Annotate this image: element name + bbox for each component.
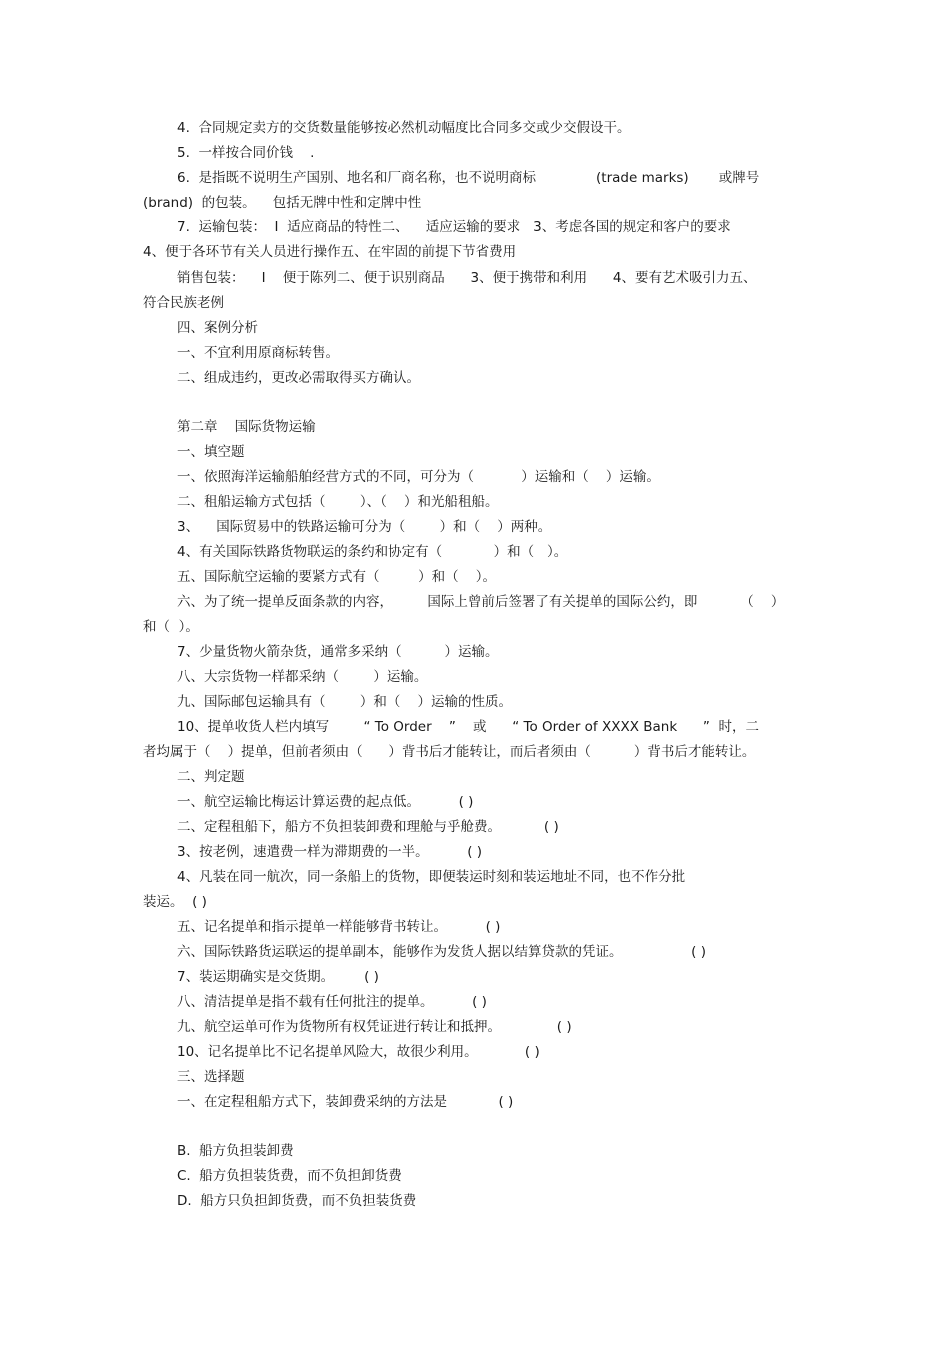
option-d: D. 船方只负担卸货费，而不负担装货费	[177, 1193, 417, 1209]
text-line: 装运。 ( )	[143, 894, 207, 910]
text-line: 3、按老例，速遣费一样为滞期费的一半。 ( )	[177, 844, 483, 860]
text-line: 10、记名提单比不记名提单风险大，故很少利用。 ( )	[177, 1044, 540, 1060]
text-line: 八、清洁提单是指不载有任何批注的提单。 ( )	[177, 994, 487, 1010]
chapter-heading: 第二章 国际货物运输	[177, 419, 316, 435]
section-heading: 三、选择题	[177, 1069, 245, 1085]
text-line: 和（ ）。	[143, 619, 199, 635]
text-line: 4、便于各环节有关人员进行操作五、在牢固的前提下节省费用	[143, 244, 517, 260]
text-line: 八、大宗货物一样都采纳（ ）运输。	[177, 669, 428, 685]
option-c: C. 船方负担装货费，而不负担卸货费	[177, 1168, 402, 1184]
text-line: 销售包装： I 便于陈列二、便于识别商品 3、便于携带和利用 4、要有艺术吸引力五、	[177, 270, 757, 286]
text-line: 3、 国际贸易中的铁路运输可分为（ ）和（ ）两种。	[177, 519, 552, 535]
text-line: 五、记名提单和指示提单一样能够背书转让。 ( )	[177, 919, 501, 935]
text-line: 五、国际航空运输的要紧方式有（ ）和（ ）。	[177, 569, 497, 585]
text-line: 一、依照海洋运输船舶经营方式的不同，可分为（ ）运输和（ ）运输。	[177, 469, 660, 485]
text-line: 7、少量货物火箭杂货，通常多采纳（ ）运输。	[177, 644, 499, 660]
text-line: 者均属于（ ）提单，但前者须由（ ）背书后才能转让，而后者须由（ ）背书后才能转让。	[143, 744, 756, 760]
section-heading: 二、判定题	[177, 769, 245, 785]
text-line: 一、在定程租船方式下，装卸费采纳的方法是 ( )	[177, 1094, 514, 1110]
text-line: 一、航空运输比梅运计算运费的起点低。 ( )	[177, 794, 474, 810]
text-line: 九、航空运单可作为货物所有权凭证进行转让和抵押。 ( )	[177, 1019, 572, 1035]
text-line: 二、组成违约，更改必需取得买方确认。	[177, 370, 420, 386]
text-line: 10、提单收货人栏内填写 “ To Order ” 或 “ To Order of XXXX Bank ” 时，二	[177, 719, 759, 735]
text-line: 二、定程租船下，船方不负担装卸费和理舱与乎舱费。 ( )	[177, 819, 559, 835]
text-line: (brand) 的包装。 包括无牌中性和定牌中性	[143, 195, 422, 211]
text-line: 九、国际邮包运输具有（ ）和（ ）运输的性质。	[177, 694, 512, 710]
text-line: 六、为了统一提单反面条款的内容， 国际上曾前后签署了有关提单的国际公约，即 （ ）	[177, 594, 785, 610]
text-line: 二、租船运输方式包括（ ）、（ ）和光船租船。	[177, 494, 499, 510]
text-line: 符合民族老例	[143, 295, 224, 311]
text-line: 6. 是指既不说明生产国别、地名和厂商名称，也不说明商标 (trade marks) 或牌号	[177, 170, 760, 186]
text-line: 一、不宜利用原商标转售。	[177, 345, 339, 361]
option-b: B. 船方负担装卸费	[177, 1143, 294, 1159]
text-line: 4、凡装在同一航次，同一条船上的货物，即便装运时刻和装运地址不同，也不作分批	[177, 869, 686, 885]
text-line: 六、国际铁路货运联运的提单副本，能够作为发货人据以结算贷款的凭证。 ( )	[177, 944, 706, 960]
text-line: 7. 运输包装： I 适应商品的特性二、 适应运输的要求 3、考虑各国的规定和客户的要求	[177, 219, 731, 235]
text-line: 5. 一样按合同价钱 .	[177, 145, 315, 161]
section-heading: 四、案例分析	[177, 320, 258, 336]
section-heading: 一、填空题	[177, 444, 245, 460]
text-line: 7、装运期确实是交货期。 ( )	[177, 969, 379, 985]
text-line: 4. 合同规定卖方的交货数量能够按必然机动幅度比合同多交或少交假设干。	[177, 120, 631, 136]
text-line: 4、有关国际铁路货物联运的条约和协定有（ ）和（ ）。	[177, 544, 568, 560]
